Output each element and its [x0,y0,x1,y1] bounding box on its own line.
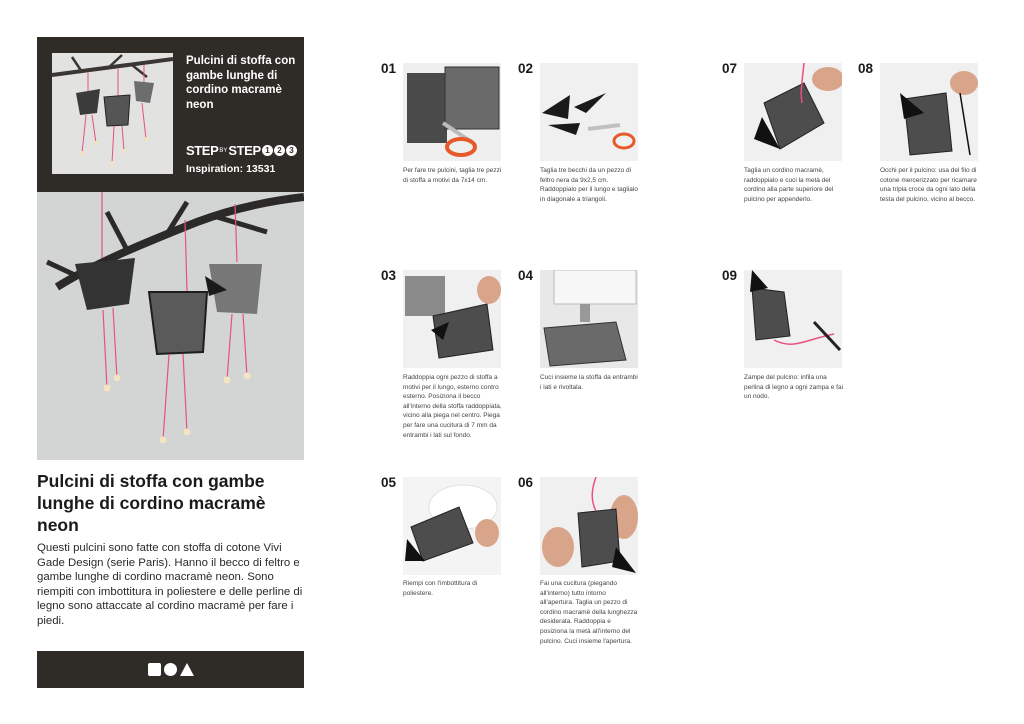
step-07-text: Taglia un cordino macramè, raddoppialo e cuci la metà del cordino alla parte superiore del pulcino per appenderlo. [744,167,834,203]
step-01-text: Per fare tre pulcini, taglia tre pezzi di stoffa a motivi da 7x14 cm. [403,167,502,184]
step-08-photo [880,63,978,161]
step-08-number: 08 [858,61,874,76]
step-05-text: Riempi con l'imbottitura di poliestere. [403,580,478,597]
main-description: Questi pulcini sono fatte con stoffa di cotone Vivi Gade Design (serie Paris). Hanno il becco di feltro e gambe lunghe di cordino macramè neon. Sono riempiti con imbottitura in poliestere e delle perline di legno sono attaccate al cordino macramè per fare i piedi. [37,542,303,627]
brand-step-text: STEP [186,143,219,158]
step-07-number: 07 [722,61,738,76]
brand-digit-1: 1 [262,145,273,156]
brand-by-text: BY [219,147,228,154]
inspiration-number: Inspiration: 13531 [186,163,276,175]
step-04-text: Cuci insieme la stoffa da entrambi i lati e rivoltala. [540,374,638,391]
step-05-number: 05 [381,475,397,490]
step-02-text: Taglia tre becchi da un pezzo di feltro nera da 9x2,5 cm. Raddoppialo per il lungo e taglialo in diagonale a triangoli. [540,167,638,203]
header-title: Pulcini di stoffa con gambe lunghe di cordino macramè neon [186,55,296,111]
step-03-photo [403,270,501,368]
step-by-step-logo [186,143,297,158]
step-06-text: Fai una cucitura (piegando all'interno) tutto intorno all'apertura. Taglia un pezzo di cordino macramè della lunghezza desiderata. Raddoppia e posiziona la metà all'interno del pulcino. Cuci insieme l'apertura. [540,580,638,645]
step-02-photo [540,63,638,161]
step-01-photo [403,63,501,161]
brand-digit-3: 3 [286,145,297,156]
care-round-icon [164,663,177,676]
step-08-text: Occhi per il pulcino: usa del filo di cotone mercerizzato per ricamare una tripla croce da ogni lato della testa del pulcino, vicino al becco. [880,167,977,203]
step-04-number: 04 [518,268,534,283]
step-09-number: 09 [722,268,738,283]
main-photo [37,192,304,460]
footer-bar [37,651,304,688]
step-07-photo [744,63,842,161]
step-06-number: 06 [518,475,534,490]
step-04-photo [540,270,638,368]
header-thumbnail-photo [52,53,173,174]
care-square-icon [148,663,161,676]
step-03-text: Raddoppia ogni pezzo di stoffa a motivi per il lungo, esterno contro esterno. Posiziona il becco all'interno della stoffa raddoppiata, vicino alla piega nel centro. Piega per fare una cucitura di 7 mm da entrambi i lati sul fondo. [403,374,502,439]
step-09-text: Zampe del pulcino: infila una perlina di legno a ogni zampa e fai un nodo. [744,374,844,401]
step-09-photo [744,270,842,368]
step-05-photo [403,477,501,575]
main-title: Pulcini di stoffa con gambe lunghe di cordino macramè neon [37,471,266,535]
step-06-photo [540,477,638,575]
step-02-number: 02 [518,61,534,76]
care-triangle-icon [180,663,194,676]
brand-step2-text: STEP [228,143,261,158]
step-01-number: 01 [381,61,397,76]
step-03-number: 03 [381,268,397,283]
brand-digit-2: 2 [274,145,285,156]
